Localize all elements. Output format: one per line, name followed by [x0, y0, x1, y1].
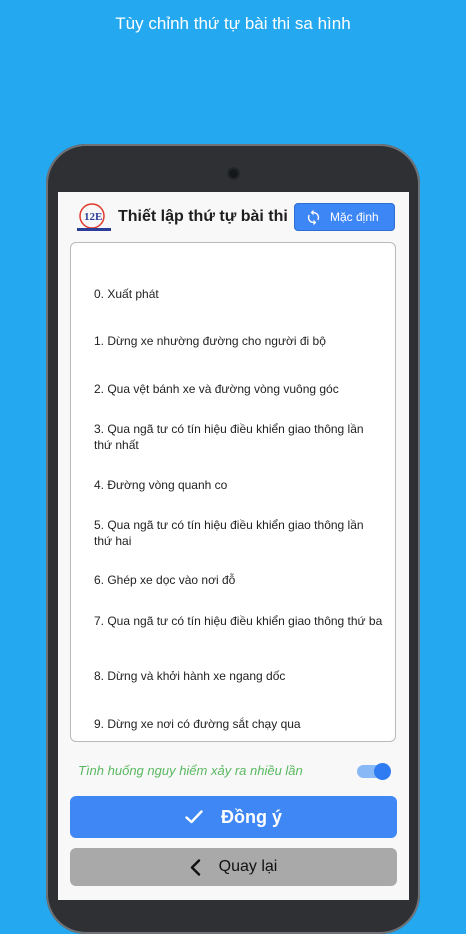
list-item[interactable]: 9. Dừng xe nơi có đường sắt chạy qua: [94, 717, 301, 731]
back-label: Quay lại: [218, 858, 278, 875]
exercise-list: [70, 242, 396, 742]
app-logo: [74, 200, 114, 236]
camera-icon: [229, 169, 238, 178]
agree-button[interactable]: [70, 796, 397, 838]
promo-title: Tùy chỉnh thứ tự bài thi sa hình: [115, 14, 351, 33]
toggle-label: Tình huống nguy hiểm xảy ra nhiều lần: [78, 763, 303, 778]
list-item[interactable]: 7. Qua ngã tư có tín hiệu điều khiển giao thông thứ ba: [94, 614, 383, 628]
list-item[interactable]: 6. Ghép xe dọc vào nơi đỗ: [94, 573, 236, 587]
page-title: Thiết lập thứ tự bài thi: [118, 208, 288, 225]
list-item[interactable]: 1. Dừng xe nhường đường cho người đi bộ: [94, 334, 326, 348]
header: [58, 192, 409, 242]
repeat-danger-toggle[interactable]: [357, 765, 387, 778]
list-item[interactable]: 4. Đường vòng quanh co: [94, 478, 228, 492]
app-screen: [58, 192, 409, 900]
chevron-left-icon: [190, 859, 201, 876]
list-item[interactable]: 0. Xuất phát: [94, 287, 159, 301]
check-icon: [185, 810, 203, 824]
list-item[interactable]: 5. Qua ngã tư có tín hiệu điều khiển giao thông lần thứ hai: [94, 518, 364, 548]
reset-default-label: Mặc định: [330, 210, 379, 224]
logo-text: 12E: [84, 211, 103, 223]
back-button[interactable]: [70, 848, 397, 886]
list-item[interactable]: 8. Dừng và khởi hành xe ngang dốc: [94, 669, 286, 683]
agree-label: Đồng ý: [221, 806, 282, 827]
refresh-icon: [305, 209, 322, 226]
reset-default-button[interactable]: [294, 203, 395, 231]
list-item[interactable]: 2. Qua vệt bánh xe và đường vòng vuông góc: [94, 382, 339, 396]
dangerous-situation-row: [78, 762, 398, 782]
list-item[interactable]: 3. Qua ngã tư có tín hiệu điều khiển giao thông lần thứ nhất: [94, 422, 364, 452]
toggle-knob: [374, 763, 391, 780]
